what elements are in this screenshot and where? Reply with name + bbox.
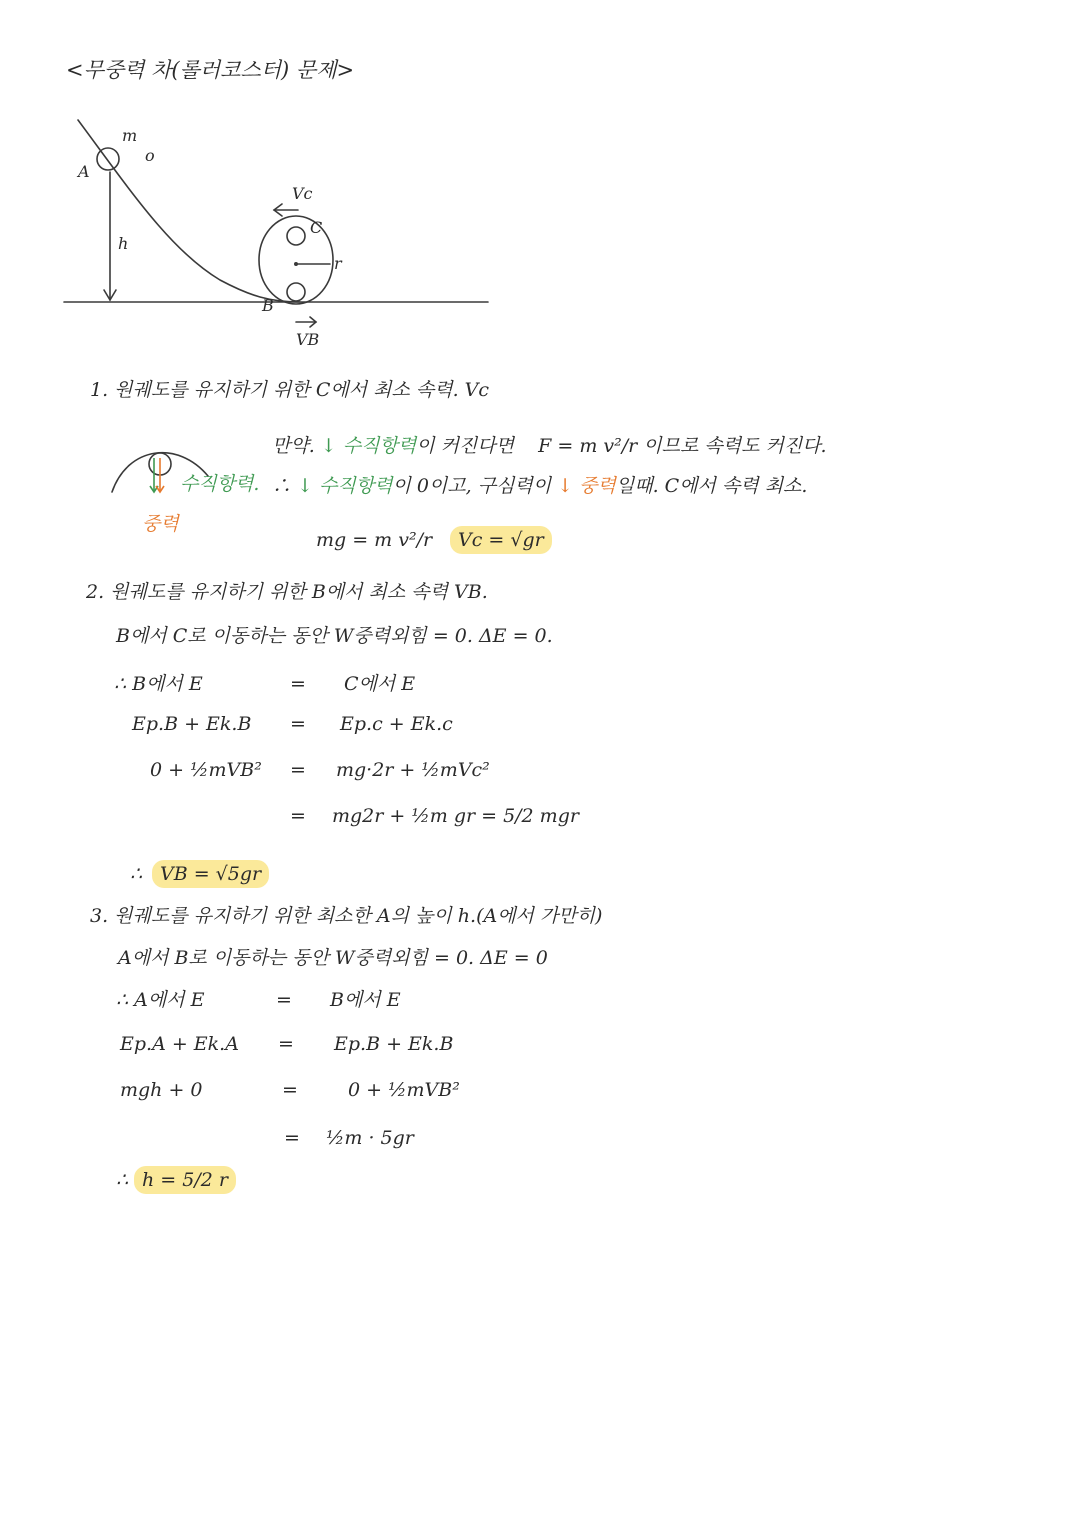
section1-result: Vc = √gr bbox=[450, 526, 552, 554]
ball-c bbox=[287, 227, 305, 245]
section2-row1-left: ∴ B에서 E bbox=[114, 673, 203, 695]
label-b: B bbox=[262, 296, 274, 315]
label-vc: Vc bbox=[292, 184, 313, 203]
ball-a bbox=[97, 148, 119, 170]
section2-heading: 2. 원궤도를 유지하기 위한 B에서 최소 속력 VB. bbox=[86, 581, 488, 603]
section3-line1: A에서 B로 이동하는 동안 W중력외힘 = 0. ΔE = 0 bbox=[118, 947, 548, 969]
ball-b bbox=[287, 283, 305, 301]
section1-line2: ∴ ↓ 수직항력이 0이고, 구심력이 ↓ 중력일때. C에서 속력 최소. bbox=[272, 475, 808, 497]
section3-row1-left: ∴ A에서 E bbox=[116, 989, 205, 1011]
section3-row2-right: Ep.B + Ek.B bbox=[334, 1033, 454, 1055]
sketch-normal-force-label: 수직항력. bbox=[180, 473, 260, 495]
label-vb: VB bbox=[296, 330, 320, 349]
label-o: o bbox=[145, 146, 155, 165]
section3-row1-op: = bbox=[276, 989, 292, 1011]
section2-row2-left: Ep.B + Ek.B bbox=[132, 713, 252, 735]
section2-result: VB = √5gr bbox=[152, 860, 269, 888]
section1-line1: 만약. ↓ 수직항력이 커진다면 F = m v²/r 이므로 속력도 커진다. bbox=[272, 435, 827, 457]
section3-row4-right: ½m · 5gr bbox=[326, 1127, 414, 1149]
section2-row3-left: 0 + ½mVB² bbox=[150, 759, 262, 781]
section2-row1-right: C에서 E bbox=[344, 673, 416, 695]
page-title: <무중력 차(롤러코스터) 문제> bbox=[66, 58, 355, 82]
label-h: h bbox=[118, 234, 129, 253]
section2-line1: B에서 C로 이동하는 동안 W중력외힘 = 0. ΔE = 0. bbox=[116, 625, 553, 647]
section3-result: h = 5/2 r bbox=[134, 1166, 236, 1194]
section2-row4-op: = bbox=[290, 805, 306, 827]
section3-heading: 3. 원궤도를 유지하기 위한 최소한 A의 높이 h.(A에서 가만히) bbox=[90, 905, 603, 927]
section3-row3-op: = bbox=[282, 1079, 298, 1101]
label-a: A bbox=[78, 162, 90, 181]
track-curve bbox=[78, 120, 300, 302]
section2-row3-right: mg·2r + ½mVc² bbox=[336, 759, 490, 781]
section2-result-prefix: ∴ bbox=[130, 863, 143, 885]
label-r: r bbox=[334, 254, 342, 273]
section3-row1-right: B에서 E bbox=[330, 989, 401, 1011]
label-c: C bbox=[310, 218, 323, 237]
section3-row3-left: mgh + 0 bbox=[120, 1079, 203, 1101]
label-m: m bbox=[122, 126, 138, 145]
section1-heading: 1. 원궤도를 유지하기 위한 C에서 최소 속력. Vc bbox=[90, 379, 490, 401]
section3-result-prefix: ∴ bbox=[116, 1169, 129, 1191]
section3-row4-op: = bbox=[284, 1127, 300, 1149]
section3-row2-left: Ep.A + Ek.A bbox=[120, 1033, 239, 1055]
section2-row2-right: Ep.c + Ek.c bbox=[340, 713, 453, 735]
section2-row1-op: = bbox=[290, 673, 306, 695]
section3-row3-right: 0 + ½mVB² bbox=[348, 1079, 460, 1101]
section2-row4-right: mg2r + ½m gr = 5/2 mgr bbox=[332, 805, 579, 827]
section3-row2-op: = bbox=[278, 1033, 294, 1055]
section2-row3-op: = bbox=[290, 759, 306, 781]
section2-row2-op: = bbox=[290, 713, 306, 735]
section1-equation: mg = m v²/r bbox=[316, 529, 433, 551]
sketch-gravity-label: 중력 bbox=[142, 513, 179, 535]
